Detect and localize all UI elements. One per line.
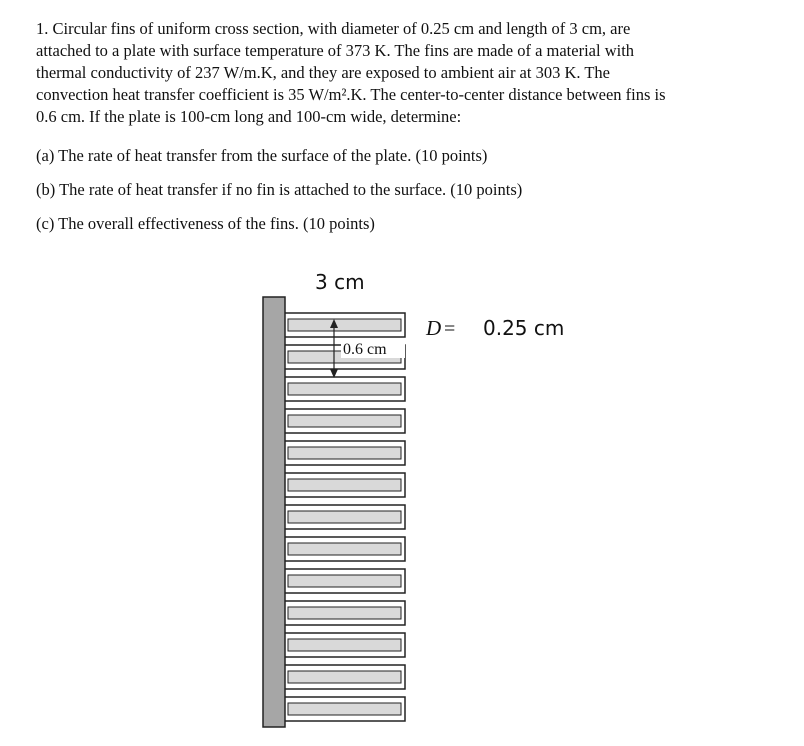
fin-inner-band [288,703,401,715]
diameter-value: 0.25 cm [483,316,565,340]
fin-inner-band [288,543,401,555]
problem-line-2: attached to a plate with surface temperature of 373 K. The fins are made of a material with [36,41,635,60]
problem-line-4: convection heat transfer coefficient is 35 W/m².K. The center-to-center distance between fins is [36,85,666,104]
fin-inner-band [288,607,401,619]
diameter-symbol: D [426,316,442,340]
fin-inner-band [288,383,401,395]
base-plate [263,297,285,727]
problem-line-3: thermal conductivity of 237 W/m.K, and they are exposed to ambient air at 303 K. The [36,63,610,82]
problem-line-5: 0.6 cm. If the plate is 100-cm long and 100-cm wide, determine: [36,107,462,126]
part-b: (b) The rate of heat transfer if no fin is attached to the surface. (10 points) [36,180,523,199]
fin-inner-band [288,575,401,587]
fin-inner-band [288,319,401,331]
part-c: (c) The overall effectiveness of the fins. (10 points) [36,214,375,233]
diameter-annotation [425,316,564,340]
problem-line-1: 1. Circular fins of uniform cross section, with diameter of 0.25 cm and length of 3 cm, are [36,19,631,38]
spacing-label: 0.6 cm [343,341,387,358]
fin-inner-band [288,415,401,427]
fins-group [284,313,405,721]
fin-length-label: 3 cm [315,270,365,294]
fin-inner-band [288,671,401,683]
fin-inner-band [288,639,401,651]
fin-inner-band [288,479,401,491]
fin-inner-band [288,511,401,523]
fin-inner-band [288,447,401,459]
part-a: (a) The rate of heat transfer from the surface of the plate. (10 points) [36,146,488,165]
diameter-equals: = [444,318,456,340]
